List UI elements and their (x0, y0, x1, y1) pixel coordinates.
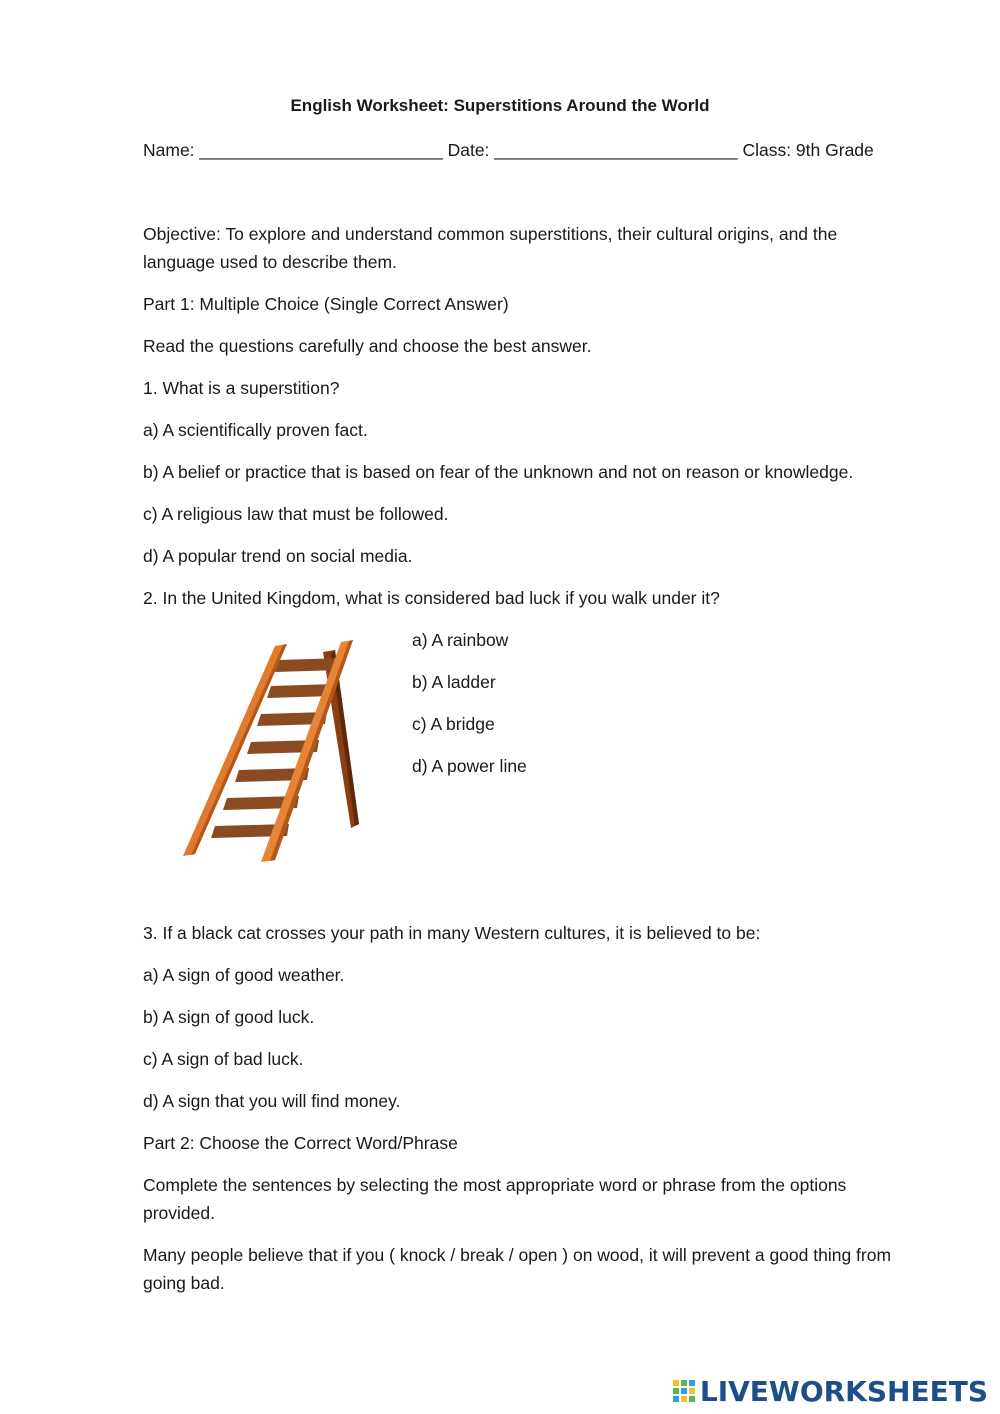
question-1: 1. What is a superstition? (143, 378, 340, 398)
q2-option-a: a) A rainbow (412, 630, 509, 650)
question-3: 3. If a black cat crosses your path in many Western cultures, it is believed to be: (143, 923, 761, 943)
q1-option-c: c) A religious law that must be followed. (143, 504, 449, 524)
liveworksheets-brand (672, 1374, 988, 1408)
worksheet-title: English Worksheet: Superstitions Around the World (290, 96, 710, 115)
student-info-line: Name: _________________________ Date: _________________________ Class: 9th Grade (143, 140, 874, 160)
q2-option-c: c) A bridge (412, 714, 495, 734)
q1-option-a: a) A scientifically proven fact. (143, 420, 368, 440)
part2-sentence: Many people believe that if you ( knock / break / open ) on wood, it will prevent a good thing from going bad. (143, 1245, 892, 1293)
liveworksheets-logo-icon (672, 1378, 696, 1404)
q2-option-d: d) A power line (412, 756, 527, 776)
q3-option-b: b) A sign of good luck. (143, 1007, 315, 1027)
part2-instruction: Complete the sentences by selecting the most appropriate word or phrase from the options provided. (143, 1175, 847, 1223)
q1-option-d: d) A popular trend on social media. (143, 546, 413, 566)
ladder-icon (143, 628, 395, 880)
q3-option-a: a) A sign of good weather. (143, 965, 345, 985)
question-2: 2. In the United Kingdom, what is considered bad luck if you walk under it? (143, 588, 720, 608)
q2-option-b: b) A ladder (412, 672, 496, 692)
part2-heading: Part 2: Choose the Correct Word/Phrase (143, 1133, 458, 1153)
part1-heading: Part 1: Multiple Choice (Single Correct Answer) (143, 294, 509, 314)
objective-text: Objective: To explore and understand common superstitions, their cultural origins, and the language used to describe them. (143, 224, 838, 272)
q3-option-d: d) A sign that you will find money. (143, 1091, 401, 1111)
q1-option-b: b) A belief or practice that is based on fear of the unknown and not on reason or knowledge. (143, 462, 854, 482)
part1-instruction: Read the questions carefully and choose the best answer. (143, 336, 592, 356)
brand-name: LIVEWORKSHEETS (699, 1374, 988, 1408)
q3-option-c: c) A sign of bad luck. (143, 1049, 304, 1069)
